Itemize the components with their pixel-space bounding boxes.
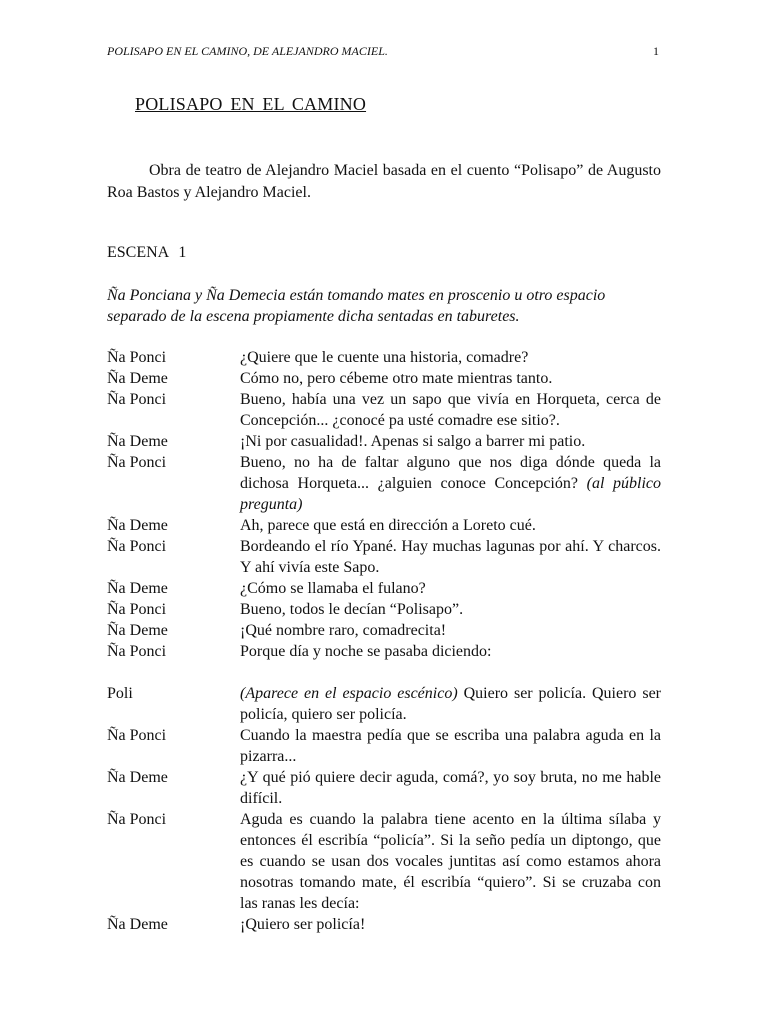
speaker-name: Ña Ponci <box>107 538 167 555</box>
stage-aside: (Aparece en el espacio escénico) <box>240 685 458 702</box>
speaker-name: Ña Deme <box>107 916 168 933</box>
dialogue-line <box>107 620 661 641</box>
running-title: POLISAPO EN EL CAMINO, DE ALEJANDRO MACIEL. <box>107 44 388 58</box>
speech-text: Cuando la maestra pedía que se escriba una palabra aguda en la pizarra... <box>240 727 661 765</box>
speech-text: Aguda es cuando la palabra tiene acento en la última sílaba y entonces él escribía “policía”. Si la seño pedía un diptongo, que es cuando se usan dos vocales juntitas así como estamos ahora nosotras tomando mate, él escribía “quiero”. Si se cruzaba con las ranas les decía: <box>240 811 661 912</box>
dialogue-line <box>107 683 661 725</box>
speaker-name: Ña Ponci <box>107 349 167 366</box>
speech-text: ¿Y qué pió quiere decir aguda, comá?, yo soy bruta, no me hable difícil. <box>240 769 661 807</box>
speaker-name: Poli <box>107 685 133 702</box>
running-header <box>107 44 661 59</box>
dialogue-line <box>107 578 661 599</box>
speech-words: Bueno, no ha de faltar alguno que nos diga dónde queda la dichosa Horqueta... ¿alguien conoce Concepción? <box>240 454 661 492</box>
speaker-name: Ña Ponci <box>107 454 167 471</box>
dialogue-line <box>107 641 661 662</box>
speaker-name: Ña Ponci <box>107 643 167 660</box>
speech-text: Bordeando el río Ypané. Hay muchas lagunas por ahí. Y charcos. Y ahí vivía este Sapo. <box>240 538 661 576</box>
speaker-name: Ña Deme <box>107 370 168 387</box>
dialogue-line <box>107 431 661 452</box>
speaker-name: Ña Ponci <box>107 391 167 408</box>
speaker-name: Ña Deme <box>107 580 168 597</box>
dialogue-line <box>107 389 661 431</box>
scene-title: ESCENA 1 <box>107 244 187 261</box>
speech-text: Cómo no, pero cébeme otro mate mientras tanto. <box>240 370 553 387</box>
dialogue-line <box>107 515 661 536</box>
dialogue-block <box>107 347 661 935</box>
dialogue-line <box>107 767 661 809</box>
speaker-name: Ña Ponci <box>107 811 167 828</box>
page-number: 1 <box>653 44 659 58</box>
speaker-name: Ña Ponci <box>107 601 167 618</box>
speech-text <box>240 683 661 725</box>
dialogue-line <box>107 725 661 767</box>
speech-text: ¿Quiere que le cuente una historia, comadre? <box>240 349 529 366</box>
intro-paragraph: Obra de teatro de Alejandro Maciel basada en el cuento “Polisapo” de Augusto Roa Bastos y Alejandro Maciel. <box>107 162 661 201</box>
speech-text: ¡Qué nombre raro, comadrecita! <box>240 622 447 639</box>
speech-text: Ah, parece que está en dirección a Loreto cué. <box>240 517 536 534</box>
dialogue-line <box>107 347 661 368</box>
speech-text: ¡Quiero ser policía! <box>240 916 366 933</box>
speech-text: Bueno, había una vez un sapo que vivía en Horqueta, cerca de Concepción... ¿conocé pa usté comadre ese sitio?. <box>240 391 661 429</box>
play-title: POLISAPO EN EL CAMINO <box>135 94 367 114</box>
speaker-name: Ña Deme <box>107 517 168 534</box>
dialogue-line <box>107 914 661 935</box>
speech-text <box>240 452 661 515</box>
speaker-name: Ña Deme <box>107 622 168 639</box>
dialogue-line <box>107 452 661 515</box>
speaker-name: Ña Ponci <box>107 727 167 744</box>
dialogue-line <box>107 368 661 389</box>
stage-aside: (al público pregunta) <box>240 475 662 513</box>
dialogue-line <box>107 599 661 620</box>
speech-text: ¿Cómo se llamaba el fulano? <box>240 580 426 597</box>
speaker-name: Ña Deme <box>107 433 168 450</box>
speech-words: Quiero ser policía. Quiero ser policía, quiero ser policía. <box>240 685 662 723</box>
dialogue-line <box>107 536 661 578</box>
speech-text: Porque día y noche se pasaba diciendo: <box>240 643 492 660</box>
speech-text: Bueno, todos le decían “Polisapo”. <box>240 601 464 618</box>
speaker-name: Ña Deme <box>107 769 168 786</box>
speech-text: ¡Ni por casualidad!. Apenas si salgo a barrer mi patio. <box>240 433 586 450</box>
dialogue-line <box>107 809 661 914</box>
stage-direction: Ña Ponciana y Ña Demecia están tomando mates en proscenio u otro espacio separado de la escena propiamente dicha sentadas en taburetes. <box>107 287 606 325</box>
